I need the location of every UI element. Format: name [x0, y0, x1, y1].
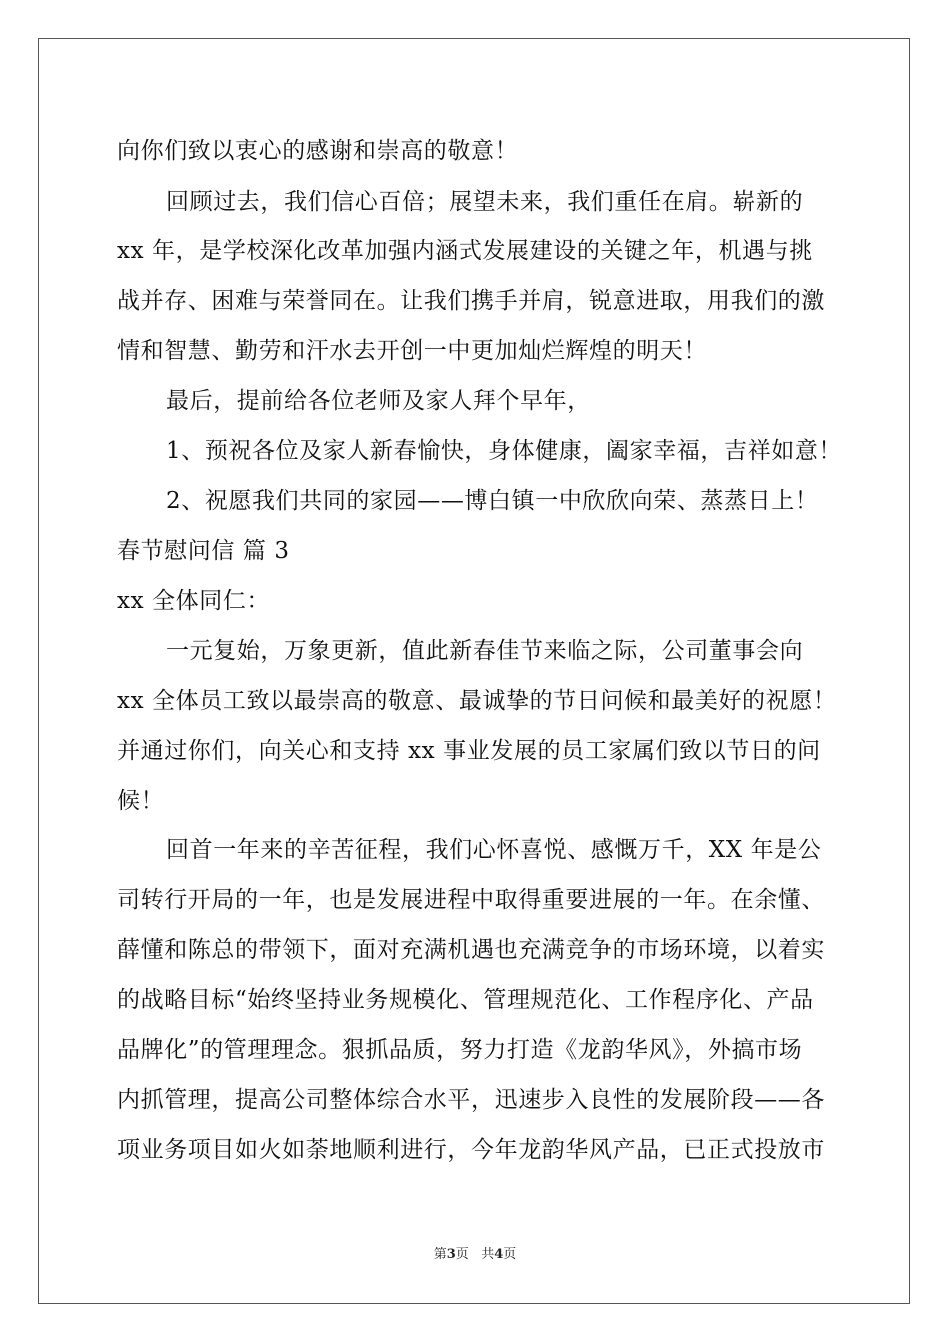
body-line: 司转行开局的一年，也是发展进程中取得重要进展的一年。在余懂、: [117, 887, 825, 913]
body-line: 并通过你们，向关心和支持 xx 事业发展的员工家属们致以节日的问: [117, 738, 821, 764]
body-line: 战并存、困难与荣誉同在。让我们携手并肩，锐意进取，用我们的激: [117, 288, 825, 314]
page-total: 4: [494, 1247, 504, 1262]
paragraph-first-line: 最后，提前给各位老师及家人拜个早年，: [166, 388, 591, 414]
body-line: 薛懂和陈总的带领下，面对充满机遇也充满竞争的市场环境，以着实: [117, 937, 825, 963]
paragraph-first-line: 回顾过去，我们信心百倍；展望未来，我们重任在肩。崭新的: [166, 189, 804, 215]
list-item: 1、预祝各位及家人新春愉快，身体健康，阖家幸福，吉祥如意！: [166, 438, 843, 464]
salutation: xx 全体同仁：: [117, 588, 271, 614]
body-line: 情和智慧、勤劳和汗水去开创一中更加灿烂辉煌的明天！: [117, 338, 707, 364]
body-line: xx 年，是学校深化改革加强内涵式发展建设的关键之年，机遇与挑: [117, 238, 813, 264]
section-heading: 春节慰问信 篇 3: [117, 538, 290, 564]
total-prefix: 共: [481, 1247, 495, 1262]
body-line: 的战略目标“始终坚持业务规模化、管理规范化、工作程序化、产品: [117, 987, 814, 1013]
body-line: 品牌化”的管理理念。狠抓品质，努力打造《龙韵华风》，外搞市场: [117, 1037, 803, 1063]
body-line: xx 全体员工致以最崇高的敬意、最诚挚的节日问候和最美好的祝愿！: [117, 688, 837, 714]
page-current: 3: [446, 1247, 456, 1262]
paragraph-first-line: 一元复始，万象更新，值此新春佳节来临之际，公司董事会向: [166, 638, 804, 664]
paragraph-first-line: 回首一年来的辛苦征程，我们心怀喜悦、感慨万千，XX 年是公: [166, 837, 822, 863]
page-suffix: 页: [455, 1247, 469, 1262]
body-line: 内抓管理，提高公司整体综合水平，迅速步入良性的发展阶段——各: [117, 1087, 825, 1113]
total-suffix: 页: [503, 1247, 517, 1262]
page-prefix: 第: [433, 1247, 447, 1262]
list-item: 2、祝愿我们共同的家园——博白镇一中欣欣向荣、蒸蒸日上！: [166, 488, 819, 514]
page-footer: [0, 1246, 950, 1264]
body-line: 向你们致以衷心的感谢和崇高的敬意！: [117, 138, 519, 164]
body-line: 候！: [117, 788, 165, 814]
body-line: 项业务项目如火如荼地顺利进行，今年龙韵华风产品，已正式投放市: [117, 1137, 825, 1163]
